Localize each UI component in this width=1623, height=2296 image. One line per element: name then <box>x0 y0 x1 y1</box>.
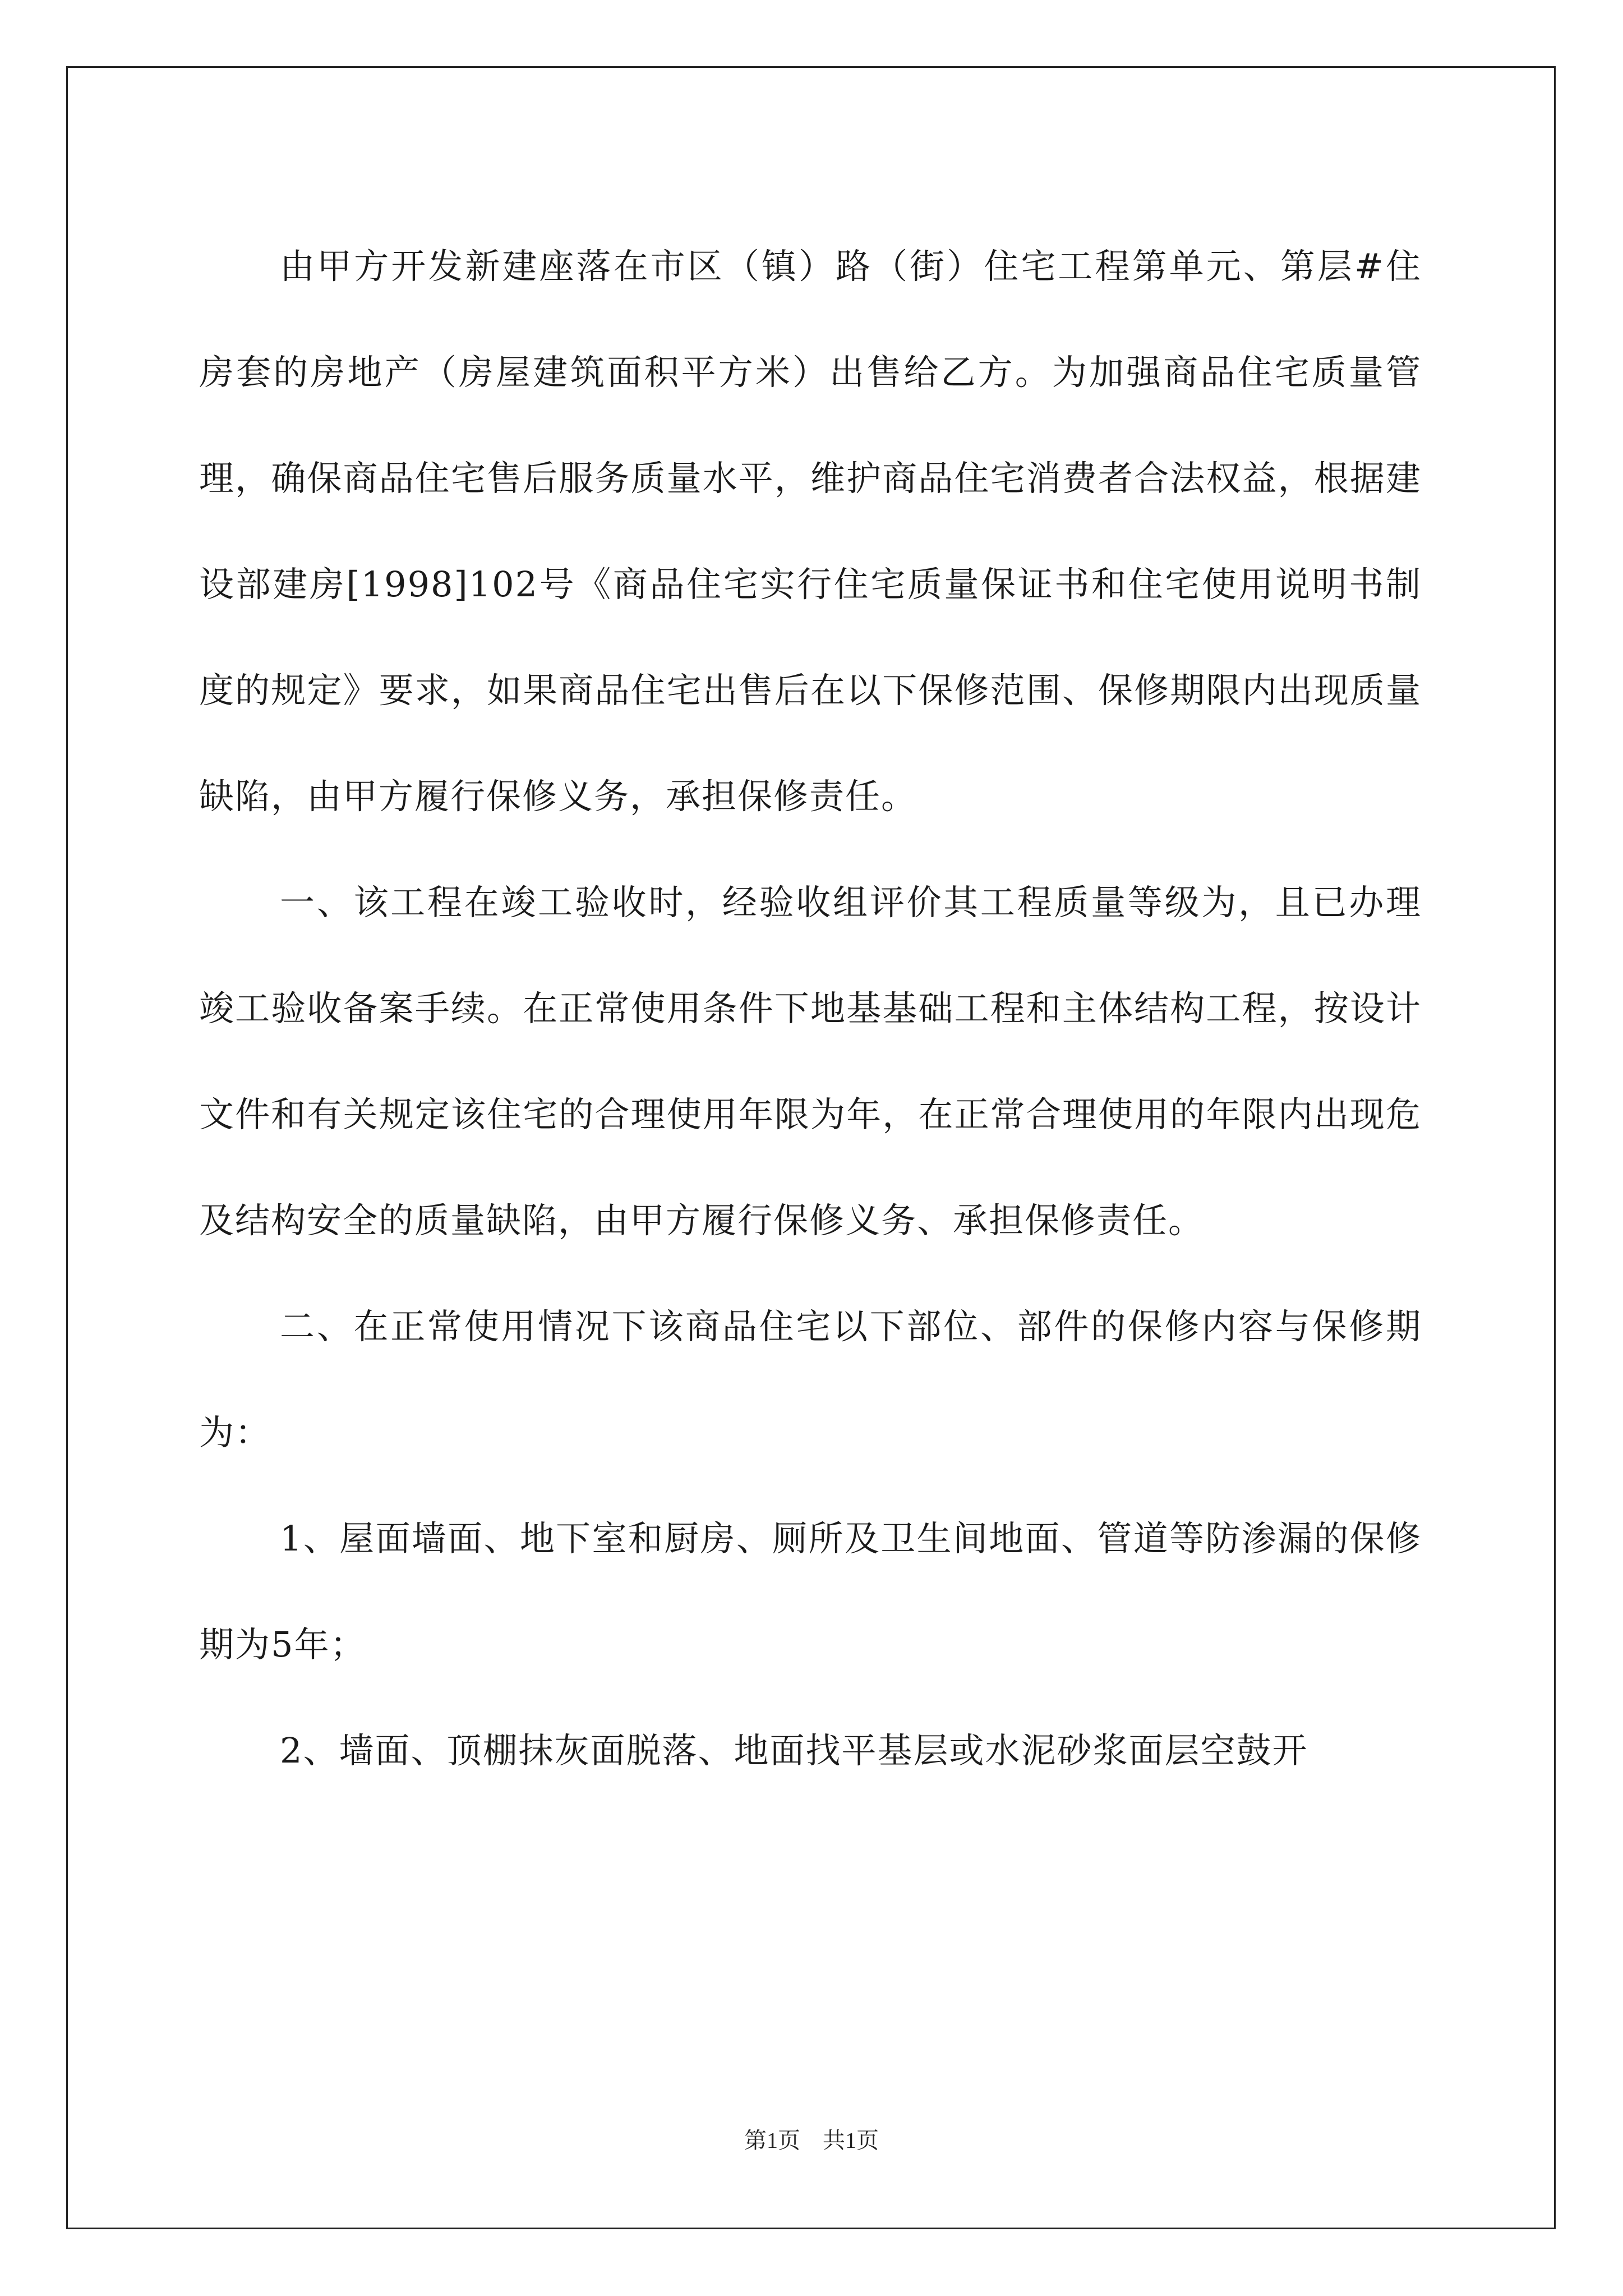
paragraph-intro: 由甲方开发新建座落在市区（镇）路（街）住宅工程第单元、第层#住房套的房地产（房屋建筑面积平方米）出售给乙方。为加强商品住宅质量管理，确保商品住宅售后服务质量水平，维护商品住宅消费者合法权益，根据建设部建房[1998]102号《商品住宅实行住宅质量保证书和住宅使用说明书制度的规定》要求，如果商品住宅出售后在以下保修范围、保修期限内出现质量缺陷，由甲方履行保修义务，承担保修责任。 <box>199 246 1422 817</box>
paragraph-item-2: 2、墙面、顶棚抹灰面脱落、地面找平基层或水泥砂浆面层空鼓开 <box>280 1730 1308 1771</box>
paragraph-section-2: 二、在正常使用情况下该商品住宅以下部位、部件的保修内容与保修期为： <box>199 1306 1422 1453</box>
page-footer: 第1页 共1页 <box>744 2128 879 2153</box>
document-body <box>199 213 1422 1803</box>
paragraph-section-1: 一、该工程在竣工验收时，经验收组评价其工程质量等级为，且已办理竣工验收备案手续。在正常使用条件下地基基础工程和主体结构工程，按设计文件和有关规定该住宅的合理使用年限为年，在正常合理使用的年限内出现危及结构安全的质量缺陷，由甲方履行保修义务、承担保修责任。 <box>199 882 1422 1241</box>
paragraph-item-1: 1、屋面墙面、地下室和厨房、厕所及卫生间地面、管道等防渗漏的保修期为5年； <box>199 1518 1422 1665</box>
